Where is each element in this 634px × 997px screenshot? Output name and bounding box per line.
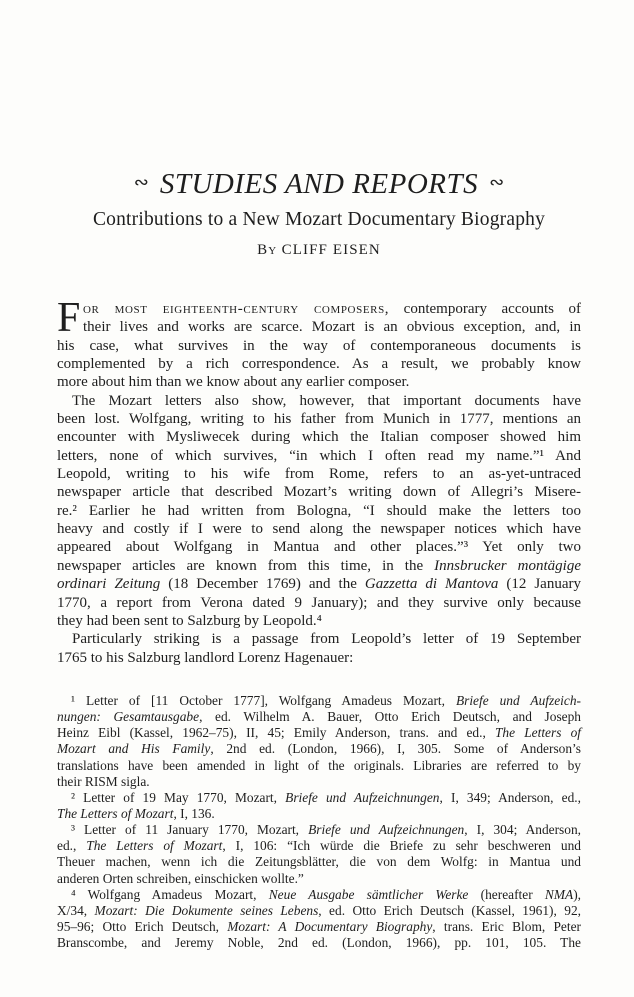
text-line: been lost. Wolfgang, writing to his father from Munich in 1777, mentions an bbox=[57, 411, 581, 428]
text-line: heavy and costly if I were to send along the newspaper notices which have bbox=[57, 521, 581, 538]
body-text bbox=[57, 295, 581, 667]
text-line: nungen: Gesamtausgabe, ed. Wilhelm A. Bauer, Otto Erich Deutsch, and Joseph bbox=[57, 709, 581, 725]
text-line: ³ Letter of 11 January 1770, Mozart, Briefe und Aufzeichnungen, I, 304; Anderson, bbox=[71, 822, 581, 838]
fleuron-right-icon: ∾ bbox=[489, 172, 505, 192]
text-line: complemented by a rich correspondence. As a result, we probably know bbox=[57, 356, 581, 373]
text-line: re.² Earlier he had written from Bologna, “I should make the letters too bbox=[57, 502, 581, 519]
text-line: encounter with Mysliwecek during which the Italian composer showed him bbox=[57, 429, 581, 446]
text-line: their lives and works are scarce. Mozart is an obvious exception, and, in bbox=[83, 319, 581, 336]
text-line: X/34, Mozart: Die Dokumente seines Lebens, ed. Otto Erich Deutsch (Kassel, 1961), 92, bbox=[57, 902, 581, 918]
text-line: ¹ Letter of [11 October 1777], Wolfgang Amadeus Mozart, Briefe und Aufzeich- bbox=[71, 692, 581, 708]
text-line: his case, what survives in the way of contemporaneous documents is bbox=[57, 337, 581, 354]
text-line: 1765 to his Salzburg landlord Lorenz Hagenauer: bbox=[57, 649, 354, 666]
text-line: The Mozart letters also show, however, that important documents have bbox=[72, 392, 581, 409]
footnotes bbox=[57, 693, 581, 952]
text-line: 95–96; Otto Erich Deutsch, Mozart: A Documentary Biography, trans. Eric Blom, Peter bbox=[57, 919, 581, 935]
text-line: translations have been amended in light of the originals. Libraries are referred to by bbox=[57, 757, 581, 773]
fleuron-left-icon: ∾ bbox=[133, 172, 149, 192]
paragraph bbox=[57, 392, 581, 630]
text-line: appeared about Wolfgang in Mantua and other places.”³ Yet only two bbox=[57, 539, 581, 556]
article-title: Contributions to a New Mozart Documentary Biography bbox=[92, 209, 546, 230]
text-line: newspaper articles are known from this time, in the Innsbrucker montägige bbox=[57, 557, 581, 574]
byline: By CLIFF EISEN bbox=[257, 242, 381, 258]
paragraph bbox=[57, 295, 581, 392]
text-line: ² Letter of 19 May 1770, Mozart, Briefe und Aufzeichnungen, I, 349; Anderson, ed., bbox=[71, 789, 581, 805]
text-line: anderen Orten schreiben, einschicken wollte.” bbox=[57, 870, 304, 886]
paragraph bbox=[57, 887, 581, 952]
drop-cap: F bbox=[57, 295, 81, 341]
text-line: Heinz Eibl (Kassel, 1962–75), II, 45; Emily Anderson, trans. and ed., The Letters of bbox=[57, 725, 581, 741]
text-line: newspaper article that described Mozart’s writing down of Allegri’s Misere- bbox=[57, 484, 581, 501]
text-line: Mozart and His Family, 2nd ed. (London, 1966), I, 305. Some of Anderson’s bbox=[57, 741, 581, 757]
text-line: their RISM sigla. bbox=[57, 773, 150, 789]
paragraph bbox=[57, 790, 581, 822]
paragraph bbox=[57, 693, 581, 790]
text-line: or most eighteenth-century composers, contemporary accounts of bbox=[83, 301, 581, 317]
text-line: ⁴ Wolfgang Amadeus Mozart, Neue Ausgabe sämtlicher Werke (hereafter NMA), bbox=[71, 886, 581, 902]
page-content bbox=[57, 0, 581, 951]
text-line: 1770, a report from Verona dated 9 January); and they survive only because bbox=[57, 594, 581, 611]
text-line: they had been sent to Salzburg by Leopold.⁴ bbox=[57, 612, 322, 629]
text-line: Particularly striking is a passage from Leopold’s letter of 19 September bbox=[72, 631, 581, 648]
paragraph bbox=[57, 822, 581, 887]
text-line: more about him than we know about any earlier composer. bbox=[57, 374, 410, 391]
section-title: STUDIES AND REPORTS bbox=[159, 168, 479, 200]
section-title-row bbox=[57, 167, 581, 199]
paragraph bbox=[57, 630, 581, 667]
text-line: Leopold, writing to his wife from Rome, refers to an as-yet-untraced bbox=[57, 466, 581, 483]
text-line: Theuer machen, wenn ich die Zeitungsblätter, die von dem Wolfg: in Mantua und bbox=[57, 854, 581, 870]
text-line: ed., The Letters of Mozart, I, 106: “Ich würde die Briefe zu sehr beschweren und bbox=[57, 838, 581, 854]
text-line: The Letters of Mozart, I, 136. bbox=[57, 805, 215, 821]
text-line: letters, none of which survives, “in which I often read my name.”¹ And bbox=[57, 447, 581, 464]
text-line: Branscombe, and Jeremy Noble, 2nd ed. (London, 1966), pp. 101, 105. The bbox=[57, 935, 581, 951]
text-line: ordinari Zeitung (18 December 1769) and the Gazzetta di Mantova (12 January bbox=[57, 576, 581, 593]
